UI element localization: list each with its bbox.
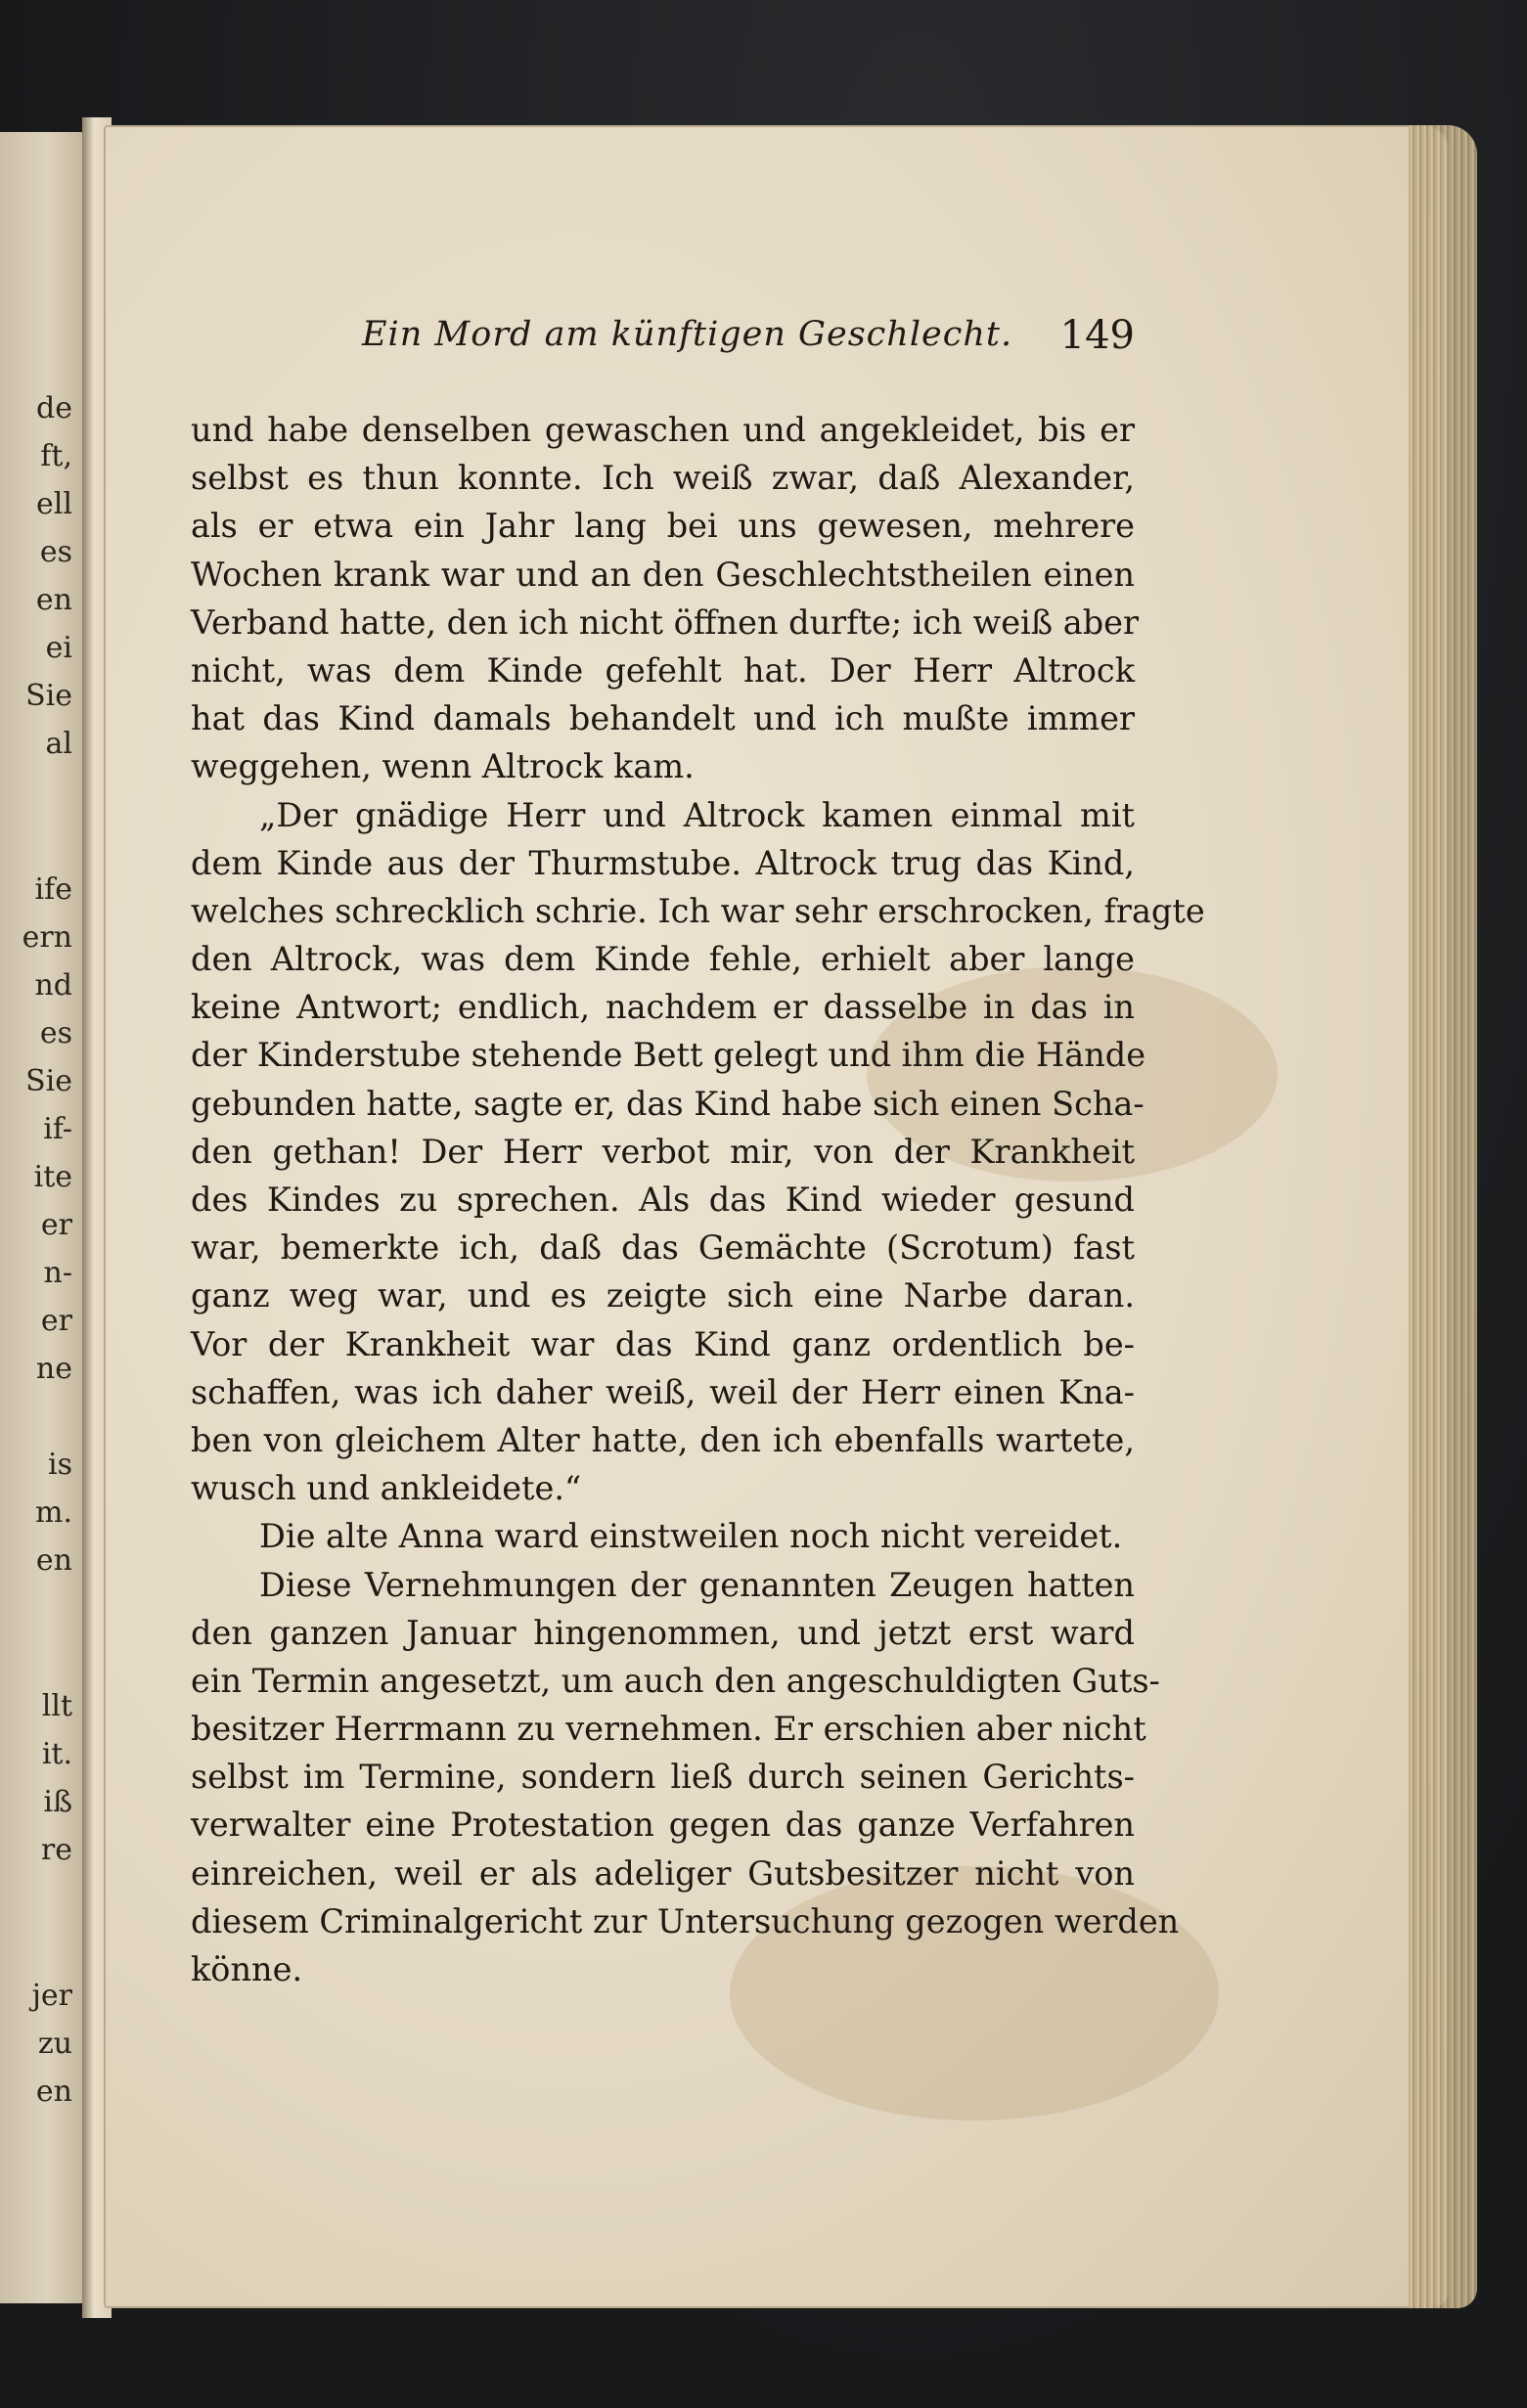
text-line: keine Antwort; endlich, nachdem er dasselbe in das in: [191, 988, 1135, 1027]
left-page-fragment: er: [40, 1208, 72, 1242]
left-page-fragment: en: [35, 2074, 72, 2109]
left-page-fragment: ife: [34, 872, 72, 907]
left-page-fragment: is: [48, 1448, 72, 1482]
text-line: nicht, was dem Kinde gefehlt hat. Der Herr Altrock: [191, 650, 1135, 690]
text-line: Wochen krank war und an den Geschlechtstheilen einen: [191, 555, 1135, 594]
page-number: 149: [1059, 313, 1135, 358]
text-line: den Altrock, was dem Kinde fehle, erhielt aber lange: [191, 940, 1135, 979]
text-line: könne.: [191, 1950, 303, 1988]
left-page-fragment: zu: [37, 2027, 72, 2061]
text-line: den ganzen Januar hingenommen, und jetzt erst ward: [191, 1613, 1135, 1652]
left-page-fragment: al: [45, 727, 72, 761]
text-line: welches schrecklich schrie. Ich war sehr erschrocken, fragte: [191, 891, 1205, 930]
text-line: war, bemerkte ich, daß das Gemächte (Scrotum) fast: [191, 1228, 1135, 1268]
text-line: verwalter eine Protestation gegen das ganze Verfahren: [191, 1806, 1135, 1845]
text-line: hat das Kind damals behandelt und ich mußte immer: [191, 699, 1135, 738]
left-page-fragment: es: [39, 535, 72, 569]
text-line: einreichen, weil er als adeliger Gutsbesitzer nicht von: [191, 1853, 1135, 1893]
text-line: und habe denselben gewaschen und angekleidet, bis er: [191, 411, 1135, 449]
running-title: Ein Mord am künftigen Geschlecht.: [362, 315, 1013, 354]
previous-page-edge: [0, 132, 86, 2303]
left-page-fragment: it.: [41, 1737, 72, 1771]
text-line: Diese Vernehmungen der genannten Zeugen hatten: [259, 1565, 1135, 1604]
text-line: der Kinderstube stehende Bett gelegt und ihm die Hände: [191, 1036, 1146, 1075]
text-line: „Der gnädige Herr und Altrock kamen einmal mit: [259, 795, 1135, 834]
text-line: Verband hatte, den ich nicht öffnen durfte; ich weiß aber: [191, 602, 1140, 642]
left-page-fragment: er: [40, 1304, 72, 1338]
text-line: diesem Criminalgericht zur Untersuchung gezogen werden: [191, 1901, 1180, 1940]
left-page-fragment: en: [35, 1543, 72, 1578]
left-page-fragment: jer: [31, 1979, 72, 2013]
left-page-fragment: es: [39, 1016, 72, 1050]
left-page-fragment: m.: [35, 1495, 72, 1530]
left-page-fragment: re: [40, 1833, 72, 1867]
left-page-fragment: if-: [43, 1112, 72, 1146]
text-line: des Kindes zu sprechen. Als das Kind wieder gesund: [191, 1181, 1135, 1219]
left-page-fragment: de: [36, 391, 72, 425]
text-line: den gethan! Der Herr verbot mir, von der Krankheit: [191, 1132, 1135, 1171]
left-page-fragment: n-: [43, 1256, 72, 1290]
left-page-fragment: ell: [36, 487, 72, 521]
text-line: ben von gleichem Alter hatte, den ich ebenfalls wartete,: [191, 1420, 1135, 1459]
left-page-fragment: nd: [34, 968, 72, 1003]
body-text: [191, 406, 1205, 1993]
running-head: [362, 315, 1135, 364]
text-line: wusch und ankleidete.“: [191, 1469, 582, 1508]
left-page-fragment: ft,: [40, 439, 72, 473]
text-line: selbst es thun konnte. Ich weiß zwar, daß Alexander,: [191, 459, 1135, 498]
left-page-fragment: ite: [33, 1160, 72, 1194]
text-line: Vor der Krankheit war das Kind ganz ordentlich be-: [191, 1324, 1135, 1363]
text-line: ganz weg war, und es zeigte sich eine Narbe daran.: [191, 1276, 1135, 1315]
text-line: gebunden hatte, sagte er, das Kind habe sich einen Scha-: [191, 1084, 1145, 1123]
left-page-fragment: Sie: [25, 679, 72, 713]
text-line: ein Termin angesetzt, um auch den angeschuldigten Guts-: [191, 1661, 1160, 1700]
text-line: als er etwa ein Jahr lang bei uns gewesen, mehrere: [191, 507, 1135, 546]
text-line: weggehen, wenn Altrock kam.: [191, 747, 695, 786]
left-page-fragment: iß: [43, 1785, 72, 1819]
left-page-fragment: llt: [41, 1689, 72, 1723]
left-page-fragment: en: [35, 583, 72, 617]
left-page-fragment: ei: [45, 631, 72, 665]
page-edges: [1409, 125, 1477, 2308]
text-line: besitzer Herrmann zu vernehmen. Er erschien aber nicht: [191, 1710, 1146, 1749]
text-line: selbst im Termine, sondern ließ durch seinen Gerichts-: [191, 1758, 1135, 1797]
text-line: schaffen, was ich daher weiß, weil der Herr einen Kna-: [191, 1372, 1135, 1411]
left-page-fragment: ern: [22, 920, 72, 955]
text-line: Die alte Anna ward einstweilen noch nicht vereidet.: [259, 1517, 1123, 1556]
left-page-fragment: Sie: [25, 1064, 72, 1098]
text-line: dem Kinde aus der Thurmstube. Altrock trug das Kind,: [191, 843, 1135, 882]
left-page-fragment: ne: [35, 1352, 72, 1386]
